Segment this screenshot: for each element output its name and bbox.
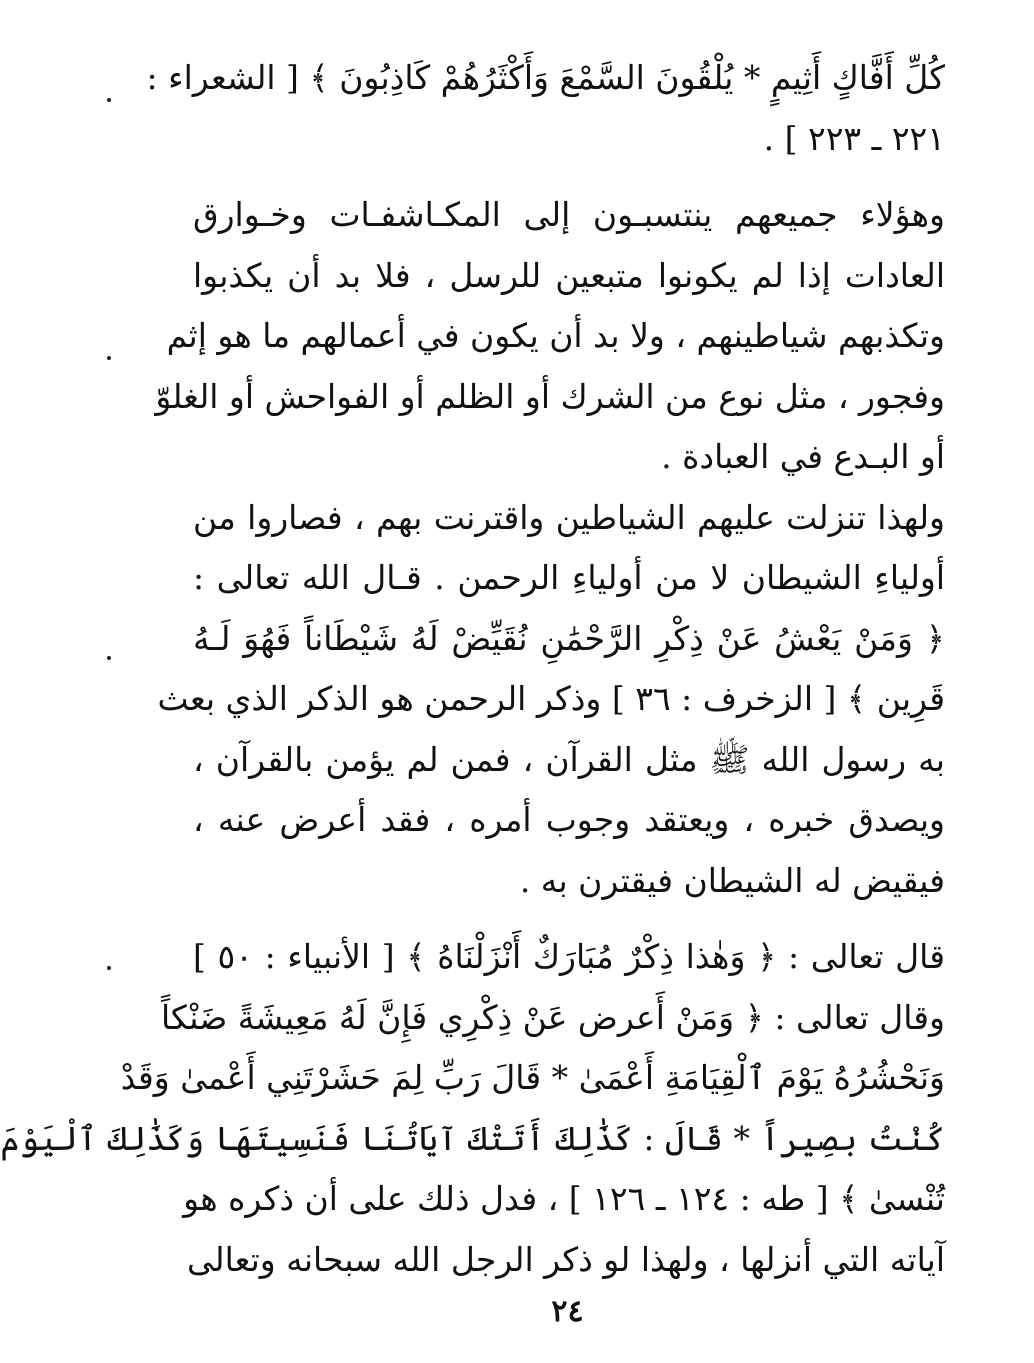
text-line: ويصدق خبره ، ويعتقد وجوب أمره ، فقد أعرض عنه ،: [193, 800, 945, 839]
page-number: ٢٤: [551, 1294, 584, 1329]
quran-citation-block: [146, 48, 945, 169]
scan-speck: [107, 98, 111, 102]
text-line: وقال تعالى : ﴿ وَمَنْ أَعرض عَنْ ذِكْرِي فَإِنَّ لَهُ مَعِيشَةً ضَنْكاً: [160, 997, 945, 1037]
scan-speck: [107, 656, 111, 660]
text-line: فيقيض له الشيطان فيقترن به .: [519, 860, 945, 900]
text-line: آياته التي أنزلها ، ولهذا لو ذكر الرجل الله سبحانه وتعالى: [187, 1239, 945, 1279]
text-line: وهؤلاء جميعهم ينتسبـون إلى المكـاشفـات وخـوارق: [193, 195, 945, 234]
paragraph: [155, 185, 945, 488]
page-body: [0, 48, 945, 1290]
text-line: قال تعالى : ﴿ وَهٰذا ذِكْرٌ مُبَارَكٌ أَنْزَلْنَاهُ ﴾ [ الأنبياء : ٥٠ ]: [193, 937, 945, 976]
text-line: به رسول الله ﷺ مثل القرآن ، فمن لم يؤمن بالقرآن ،: [193, 739, 945, 779]
text-line: كُلِّ أَفَّاكٍ أَثِيمٍ * يُلْقُونَ السَّمْعَ وَأَكْثَرُهُمْ كَاذِبُونَ ﴾ [ الشعراء :: [146, 58, 945, 97]
scan-speck: [107, 966, 111, 970]
text-line: ولهذا تنزلت عليهم الشياطين واقترنت بهم ، فصاروا من: [193, 497, 945, 537]
text-line: وتكذبهم شياطينهم ، ولا بد أن يكون في أعمالهم ما هو إثم: [166, 316, 945, 355]
text-line: كُنْتُ بصِيراً * قَالَ : كَذَٰلِكَ أَتَتْكَ آيَاتُنَا فَنَسِيتَهَا وَكَذَٰلِكَ ٱلْيَوْمَ: [0, 1118, 945, 1158]
text-line: أولياءِ الشيطان لا من أولياءِ الرحمن . قـال الله تعالى :: [193, 558, 945, 597]
text-line: قَرِين ﴾ [ الزخرف : ٣٦ ] وذكر الرحمن هو الذكر الذي بعث: [157, 679, 945, 718]
paragraph: [157, 488, 945, 912]
scan-speck: [107, 356, 111, 360]
text-line: أو البـدع في العبادة .: [661, 437, 945, 476]
text-line: العادات إذا لم يكونوا متبعين للرسل ، فلا بد أن يكذبوا: [193, 255, 945, 295]
text-line: ﴿ وَمَنْ يَعْشُ عَنْ ذِكْرِ الرَّحْمَٰنِ نُقَيِّضْ لَهُ شَيْطَاناً فَهُوَ لَـهُ: [193, 618, 945, 658]
text-line: وفجور ، مثل نوع من الشرك أو الظلم أو الفواحش أو الغلوّ: [155, 376, 945, 416]
text-line: تُنْسىٰ ﴾ [ طه : ١٢٤ ـ ١٢٦ ] ، فدل ذلك على أن ذكره هو: [183, 1179, 945, 1218]
paragraph: [0, 927, 945, 1290]
text-line: ٢٢١ ـ ٢٢٣ ] .: [763, 118, 945, 158]
text-line: وَنَحْشُرُهُ يَوْمَ ٱلْقِيَامَةِ أَعْمَىٰ * قَالَ رَبِّ لِمَ حَشَرْتَنِي أَعْمىٰ وَقَدْ: [120, 1058, 945, 1097]
